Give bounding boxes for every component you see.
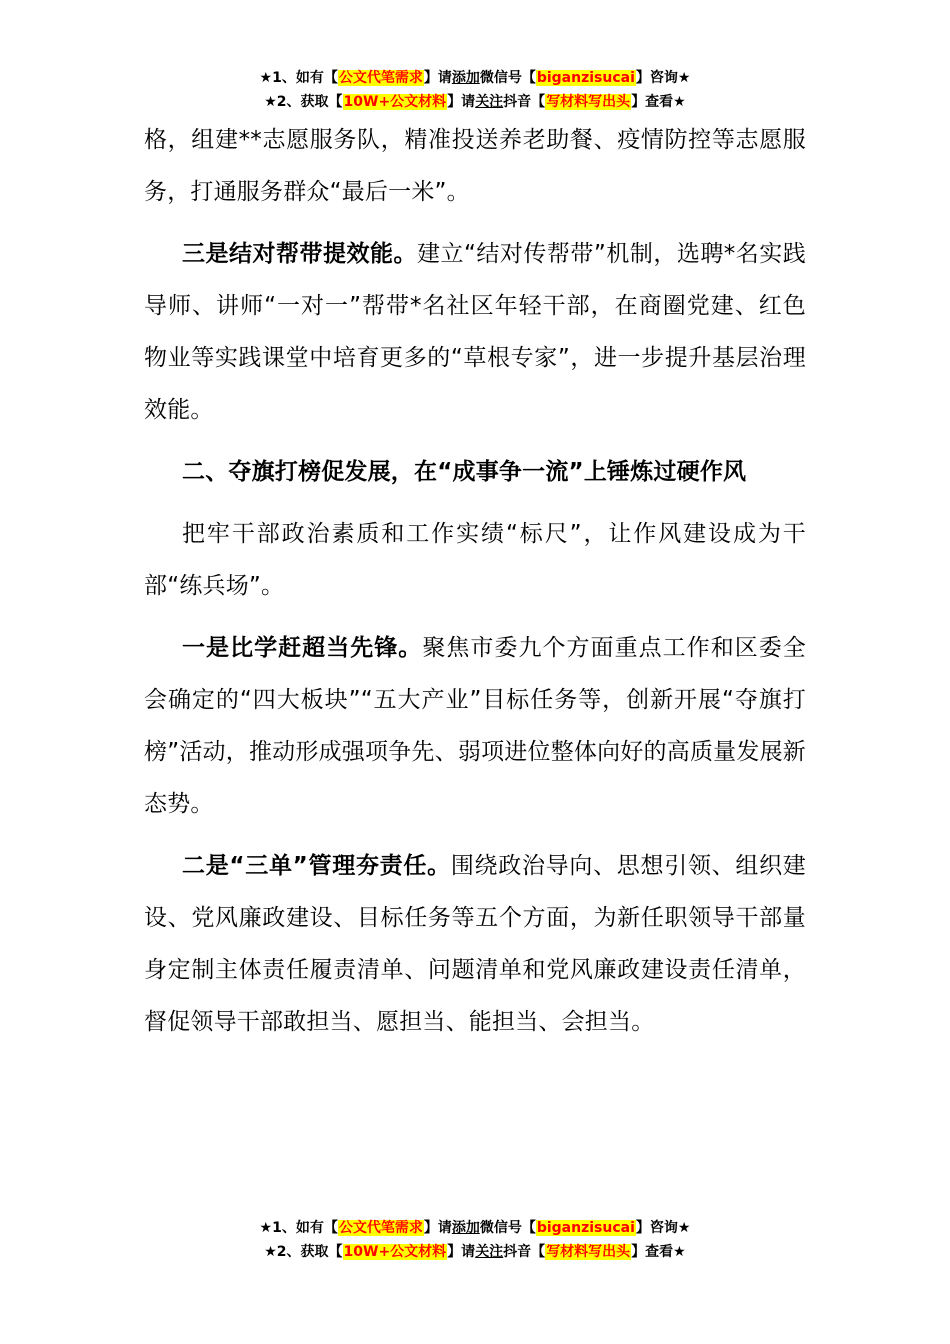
paragraph-text: 聚焦市委九个方面重点工作和区委全会确定的“四大板块”“五大产业”目标任务等，创新开展“夺旗打榜”活动，推动形成强项争先、弱项进位整体向好的高质量发展新态势。	[144, 635, 807, 817]
highlight-wechat-id: biganzisucai	[536, 1220, 635, 1236]
paragraph-lead: 二是“三单”管理夯责任。	[182, 853, 451, 879]
highlight-wechat-id: biganzisucai	[536, 70, 635, 86]
paragraph-lead: 一是比学赶超当先锋。	[182, 635, 423, 661]
paragraph-three-lists	[144, 840, 806, 1048]
paragraph-continued: 格，组建**志愿服务队，精准投送养老助餐、疫情防控等志愿服务，打通服务群众“最后一米”。	[144, 127, 806, 205]
section-heading: 二、夺旗打榜促发展，在“成事争一流”上锤炼过硬作风	[182, 459, 747, 485]
paragraph-text: 围绕政治导向、思想引领、组织建设、党风廉政建设、目标任务等五个方面，为新任职领导干部量身定制主体责任履责清单、问题清单和党风廉政建设责任清单，督促领导干部敢担当、愿担当、能担当、会担当。	[144, 853, 807, 1035]
banner-line-1: ★1、如有【公文代笔需求】请添加微信号【biganzisucai】咨询★	[259, 1220, 691, 1236]
highlight-ghostwriting: 公文代笔需求	[338, 70, 423, 86]
highlight-materials: 10W+公文材料	[343, 94, 447, 110]
header-banner	[0, 66, 950, 114]
highlight-materials: 10W+公文材料	[343, 1244, 447, 1260]
paragraph-lead: 三是结对帮带提效能。	[182, 241, 417, 267]
paragraph-text: 建立“结对传帮带”机制，选聘*名实践导师、讲师“一对一”帮带*名社区年轻干部，在商圈党建、红色物业等实践课堂中培育更多的“草根专家”，进一步提升基层治理效能。	[144, 241, 807, 423]
banner-line-2: ★2、获取【10W+公文材料】请关注抖音【写材料写出头】查看★	[264, 94, 686, 110]
highlight-douyin: 写材料写出头	[546, 94, 631, 110]
banner-line-2: ★2、获取【10W+公文材料】请关注抖音【写材料写出头】查看★	[264, 1244, 686, 1260]
highlight-douyin: 写材料写出头	[546, 1244, 631, 1260]
paragraph-vanguard	[144, 622, 806, 830]
paragraph-section-intro: 把牢干部政治素质和工作实绩“标尺”，让作风建设成为干部“练兵场”。	[144, 521, 806, 599]
highlight-ghostwriting: 公文代笔需求	[338, 1220, 423, 1236]
footer-banner	[0, 1216, 950, 1264]
banner-line-1: ★1、如有【公文代笔需求】请添加微信号【biganzisucai】咨询★	[259, 70, 691, 86]
document-body	[144, 114, 806, 1058]
paragraph-pairing-mentorship	[144, 228, 806, 436]
